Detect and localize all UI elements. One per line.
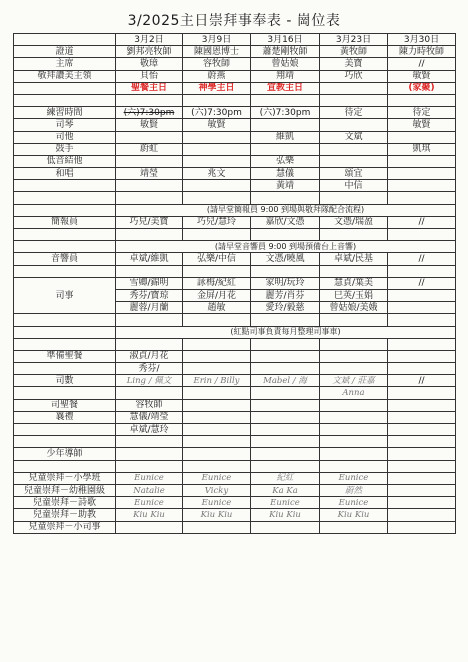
cell (183, 424, 251, 436)
cell: 弘樂 (251, 155, 320, 167)
handwritten-cell: Eunice (116, 472, 183, 484)
cell (320, 448, 388, 460)
row-ushers-1 (14, 277, 456, 289)
cell: 陳國恩博士 (183, 46, 251, 58)
cell: 文斌 (320, 131, 388, 143)
cell: 卓斌/民基 (320, 253, 388, 265)
row-label: 襄禮 (14, 411, 116, 423)
date-header: 3月9日 (183, 34, 251, 46)
row-note-slides (14, 204, 456, 216)
row-label: 和唱 (14, 168, 116, 180)
cell (251, 119, 320, 131)
roster-table (13, 33, 456, 534)
row-label: 司數 (14, 375, 116, 387)
row-label: 少年導師 (14, 448, 116, 460)
cell: 陳力時牧師 (388, 46, 456, 58)
row-youth (14, 448, 456, 460)
handwritten-cell: Kiu Kiu (183, 509, 251, 521)
cell: 秀芬/ (116, 363, 183, 375)
cell: 維凱 (251, 131, 320, 143)
cell: 待定 (320, 107, 388, 119)
row-special-sunday (14, 82, 456, 94)
row-offering (14, 375, 456, 387)
cell: 雪卿/錦明 (116, 277, 183, 289)
cell: 卓斌/慧玲 (116, 424, 183, 436)
cell: 兆文 (183, 168, 251, 180)
cell (183, 521, 251, 533)
handwritten-cell: Anna (320, 387, 388, 399)
row-label (14, 204, 116, 216)
row-note-ushers (14, 326, 456, 338)
row-label: 低音結他 (14, 155, 116, 167)
row-note-sound (14, 241, 456, 253)
spacer-row (14, 229, 456, 241)
row-harmony-2 (14, 180, 456, 192)
date-header: 3月2日 (116, 34, 183, 46)
cell (388, 289, 456, 301)
cell (388, 411, 456, 423)
cell: 卓斌/維凱 (116, 253, 183, 265)
row-label: 音響員 (14, 253, 116, 265)
handwritten-cell: Kiu Kiu (320, 509, 388, 521)
cell (116, 180, 183, 192)
row-label: 準備聖餐 (14, 350, 116, 362)
cell (320, 521, 388, 533)
cell (251, 350, 320, 362)
note-text: (請早堂音響員 9:00 到場預備台上音響) (116, 241, 456, 253)
handwritten-cell: Ling / 佩文 (116, 375, 183, 387)
handwritten-cell: 紀紅 (251, 472, 320, 484)
row-kids-song (14, 497, 456, 509)
cell: 靖瑩 (116, 168, 183, 180)
handwritten-cell: 文斌 / 莊嘉 (320, 375, 388, 387)
cell (320, 155, 388, 167)
row-prep-supper (14, 350, 456, 362)
cell: 慧貞/葉美 (320, 277, 388, 289)
row-label: 鼓手 (14, 143, 116, 155)
row-label: 主席 (14, 58, 116, 70)
row-guitar (14, 131, 456, 143)
cell: 巧兒/慧玲 (183, 216, 251, 228)
row-communion-2 (14, 424, 456, 436)
cell: 麗蓉/月蘭 (116, 302, 183, 314)
row-practice (14, 107, 456, 119)
handwritten-cell: Eunice (183, 472, 251, 484)
cell: 慧儀/靖瑩 (116, 411, 183, 423)
spacer-row (14, 192, 456, 204)
special-label: 宣教主日 (251, 82, 320, 94)
cell (388, 350, 456, 362)
cell (388, 131, 456, 143)
row-label: 證道 (14, 46, 116, 58)
cell (251, 424, 320, 436)
cell: 容牧師 (183, 58, 251, 70)
row-label (14, 82, 116, 94)
cell: 貝怡 (116, 70, 183, 82)
handwritten-cell: Erin / Billy (183, 375, 251, 387)
row-label (14, 363, 116, 375)
cell (183, 155, 251, 167)
cell (388, 448, 456, 460)
handwritten-cell: Natalie (116, 484, 183, 496)
cell (388, 472, 456, 484)
row-drums (14, 143, 456, 155)
cell (116, 131, 183, 143)
cell (388, 497, 456, 509)
row-communion (14, 411, 456, 423)
cell: 中信 (320, 180, 388, 192)
cell (320, 143, 388, 155)
cell: 蔚燕 (183, 70, 251, 82)
special-label: 聖餐主日 (116, 82, 183, 94)
cell (183, 448, 251, 460)
cell: 麗芳/肖芬 (251, 289, 320, 301)
spacer-row (14, 94, 456, 106)
row-label: 兒童崇拜－幼稚園級 (14, 484, 116, 496)
cell (183, 387, 251, 399)
spacer-row (14, 338, 456, 350)
cell (251, 521, 320, 533)
cell: 凱琪 (388, 143, 456, 155)
cell (251, 411, 320, 423)
spacer-row (14, 460, 456, 472)
handwritten-cell: Vicky (183, 484, 251, 496)
cell: 容牧師 (116, 399, 183, 411)
cell (251, 448, 320, 460)
row-bass (14, 155, 456, 167)
handwritten-cell: Eunice (116, 497, 183, 509)
handwritten-cell: Eunice (320, 497, 388, 509)
cell: 黃牧師 (320, 46, 388, 58)
handwritten-cell: Ka Ka (251, 484, 320, 496)
cell (320, 399, 388, 411)
row-kids-usher (14, 521, 456, 533)
handwritten-cell: Kiu Kiu (116, 509, 183, 521)
handwritten-cell: Eunice (320, 472, 388, 484)
cell (116, 155, 183, 167)
cell (320, 82, 388, 94)
cell (320, 424, 388, 436)
row-offering-2 (14, 387, 456, 399)
row-label (14, 424, 116, 436)
row-label (14, 326, 116, 338)
cell (320, 350, 388, 362)
cell (183, 350, 251, 362)
row-slides (14, 216, 456, 228)
row-witness (14, 46, 456, 58)
cell: 巧兒/美寶 (116, 216, 183, 228)
row-label: 兒童崇拜－助教 (14, 509, 116, 521)
cell: 巧欣 (320, 70, 388, 82)
cell: // (388, 216, 456, 228)
handwritten-cell: Kiu Kiu (251, 509, 320, 521)
spacer-row (14, 436, 456, 448)
cell: 劉邦亮牧師 (116, 46, 183, 58)
cell (183, 363, 251, 375)
page-title: 3/2025主日崇拜事奉表 - 崗位表 (127, 13, 341, 29)
row-sound (14, 253, 456, 265)
row-label (14, 180, 116, 192)
note-text: (請早堂簡報員 9:00 到場與敬拜隊配合流程) (116, 204, 456, 216)
date-header: 3月23日 (320, 34, 388, 46)
cell: 金屏/月花 (183, 289, 251, 301)
cell: 頌宜 (320, 168, 388, 180)
cell: // (388, 375, 456, 387)
cell (388, 424, 456, 436)
row-label: 司聖餐 (14, 399, 116, 411)
cell (183, 131, 251, 143)
cell: 巳英/玉娟 (320, 289, 388, 301)
row-label: 司琴 (14, 119, 116, 131)
row-label: 兒童崇拜－小司事 (14, 521, 116, 533)
cell: 翔靖 (251, 70, 320, 82)
corner-cell (14, 34, 116, 46)
cell: 嘉欣/文憑 (251, 216, 320, 228)
cell (388, 302, 456, 314)
handwritten-cell: Eunice (183, 497, 251, 509)
row-kids-primary (14, 472, 456, 484)
row-harmony (14, 168, 456, 180)
cell (388, 399, 456, 411)
cell: // (388, 253, 456, 265)
cell (388, 387, 456, 399)
cell: 文憑/曉風 (251, 253, 320, 265)
handwritten-cell: Mabel / 海 (251, 375, 320, 387)
cell: // (388, 277, 456, 289)
cell: 敏賢 (388, 70, 456, 82)
cell (251, 387, 320, 399)
row-label: 兒童崇拜－小學班 (14, 472, 116, 484)
cell: (六)7:30pm (183, 107, 251, 119)
cell (320, 363, 388, 375)
cell (320, 119, 388, 131)
cell (183, 399, 251, 411)
cell: // (388, 58, 456, 70)
cell: 家明/玩玲 (251, 277, 320, 289)
cell: 曾姑娘 (251, 58, 320, 70)
cell: 敏賢 (183, 119, 251, 131)
row-label: 練習時間 (14, 107, 116, 119)
row-chair (14, 58, 456, 70)
cell: 曾姑娘/美娥 (320, 302, 388, 314)
special-label: (家聚) (388, 82, 456, 94)
row-kids-kinder (14, 484, 456, 496)
cell (320, 411, 388, 423)
cell: 秀芬/寶琼 (116, 289, 183, 301)
cell (388, 509, 456, 521)
handwritten-cell: 蔚然 (320, 484, 388, 496)
row-worship-lead (14, 70, 456, 82)
cell: 詠梅/紀紅 (183, 277, 251, 289)
row-label: 司事 (14, 277, 116, 314)
row-label: 兒童崇拜－詩歌 (14, 497, 116, 509)
cell: 蔚虹 (116, 143, 183, 155)
cell: (六)7:30pm (116, 107, 183, 119)
cell (388, 168, 456, 180)
cell: 弘樂/中信 (183, 253, 251, 265)
cell (388, 363, 456, 375)
cell: 趙敏 (183, 302, 251, 314)
cell (116, 387, 183, 399)
cell (388, 484, 456, 496)
row-kids-assist (14, 509, 456, 521)
row-label: 簡報員 (14, 216, 116, 228)
cell: 敏賢 (116, 119, 183, 131)
row-label: 司他 (14, 131, 116, 143)
handwritten-cell: Eunice (251, 497, 320, 509)
cell: 敬璋 (116, 58, 183, 70)
cell: 黃靖 (251, 180, 320, 192)
cell: 待定 (388, 107, 456, 119)
row-piano (14, 119, 456, 131)
date-header: 3月16日 (251, 34, 320, 46)
cell (116, 521, 183, 533)
cell: 淑貞/月花 (116, 350, 183, 362)
special-label: 神學主日 (183, 82, 251, 94)
cell (116, 448, 183, 460)
cell (183, 143, 251, 155)
row-prep-supper-2 (14, 363, 456, 375)
cell (388, 180, 456, 192)
cell (183, 180, 251, 192)
cell: 文憑/瑞盈 (320, 216, 388, 228)
cell (251, 143, 320, 155)
cell: 美寶 (320, 58, 388, 70)
cell: 蕭楚剛牧師 (251, 46, 320, 58)
spacer-row (14, 314, 456, 326)
row-supper-serve (14, 399, 456, 411)
cell (183, 411, 251, 423)
cell: 慧儀 (251, 168, 320, 180)
cell (251, 399, 320, 411)
cell: 愛玲/毅慈 (251, 302, 320, 314)
spacer-row (14, 265, 456, 277)
note-text: (紅點司事負責每月整理司事車) (116, 326, 456, 338)
header-row (14, 34, 456, 46)
cell: (六)7:30pm (251, 107, 320, 119)
row-label: 敬拜讚美主領 (14, 70, 116, 82)
date-header: 3月30日 (388, 34, 456, 46)
cell (251, 363, 320, 375)
row-label (14, 241, 116, 253)
cell: 敏賢 (388, 119, 456, 131)
cell (388, 155, 456, 167)
cell (388, 521, 456, 533)
row-label (14, 387, 116, 399)
